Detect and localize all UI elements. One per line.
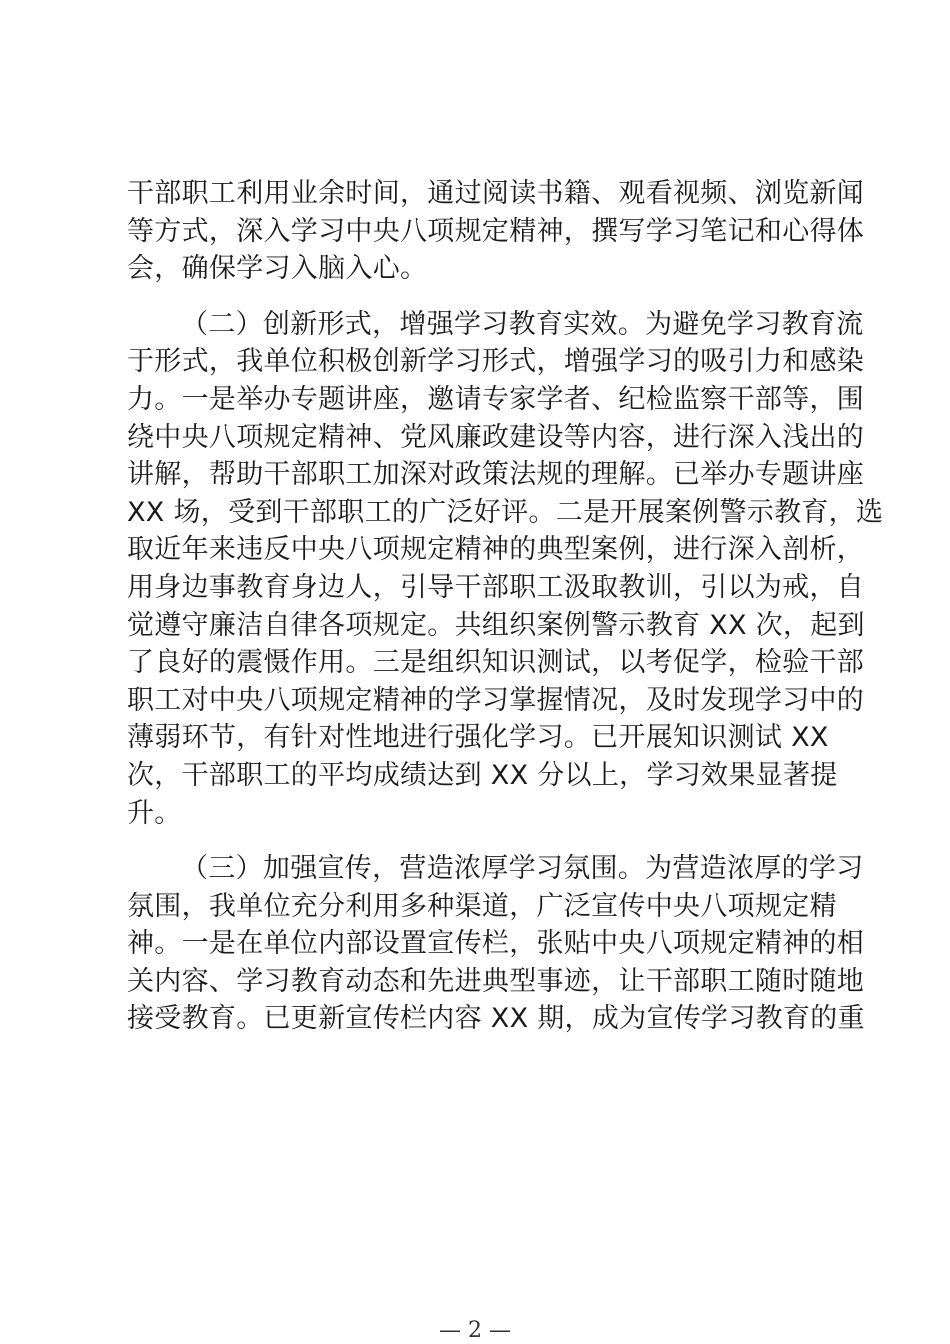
paragraph-1 — [127, 175, 865, 288]
paragraph-line: 力。一是举办专题讲座，邀请专家学者、纪检监察干部等，围 — [127, 383, 865, 415]
paragraph-heading-line: （三）加强宣传，营造浓厚学习氛围。为营造浓厚的学习 — [181, 853, 864, 885]
paragraph-line: 薄弱环节，有针对性地进行强化学习。已开展知识测试 XX — [127, 722, 829, 754]
paragraph-line: 职工对中央八项规定精神的学习掌握情况，及时发现学习中的 — [127, 684, 865, 716]
paragraph-line: 干部职工利用业余时间，通过阅读书籍、观看视频、浏览新闻 — [127, 178, 865, 209]
paragraph-line: 升。 — [127, 797, 182, 829]
paragraph-spacer — [127, 288, 847, 306]
paragraph-line: 绕中央八项规定精神、党风廉政建设等内容，进行深入浅出的 — [127, 421, 865, 453]
paragraph-line: 于形式，我单位积极创新学习形式，增强学习的吸引力和感染 — [127, 346, 865, 378]
paragraph-line: 觉遵守廉洁自律各项规定。共组织案例警示教育 XX 次，起到 — [127, 609, 865, 641]
paragraph-line: 讲解，帮助干部职工加深对政策法规的理解。已举办专题讲座 — [127, 459, 865, 491]
paragraph-3 — [127, 850, 865, 1038]
paragraph-line: 会，确保学习入脑入心。 — [127, 253, 428, 285]
paragraph-heading-line: （二）创新形式，增强学习教育实效。为避免学习教育流 — [181, 308, 864, 340]
paragraph-line: 等方式，深入学习中央八项规定精神，撰写学习笔记和心得体 — [127, 215, 865, 247]
paragraph-line: XX 场，受到干部职工的广泛好评。二是开展案例警示教育，选 — [127, 496, 884, 528]
paragraph-line: 取近年来违反中央八项规定精神的典型案例，进行深入剖析， — [127, 534, 865, 566]
paragraph-line: 氛围，我单位充分利用多种渠道，广泛宣传中央八项规定精 — [127, 890, 837, 922]
body-text — [127, 175, 884, 1038]
paragraph-line: 神。一是在单位内部设置宣传栏，张贴中央八项规定精神的相 — [127, 928, 865, 960]
page-number: — 2 — — [439, 1318, 511, 1343]
paragraph-line: 接受教育。已更新宣传栏内容 XX 期，成为宣传学习教育的重 — [127, 1003, 865, 1035]
paragraph-line: 用身边事教育身边人，引导干部职工汲取教训，引以为戒，自 — [127, 571, 865, 603]
paragraph-line: 关内容、学习教育动态和先进典型事迹，让干部职工随时随地 — [127, 965, 865, 997]
paragraph-spacer — [127, 832, 847, 850]
paragraph-2 — [127, 306, 884, 832]
paragraph-line: 次，干部职工的平均成绩达到 XX 分以上，学习效果显著提 — [127, 759, 838, 791]
paragraph-line: 了良好的震慑作用。三是组织知识测试，以考促学，检验干部 — [127, 647, 865, 679]
